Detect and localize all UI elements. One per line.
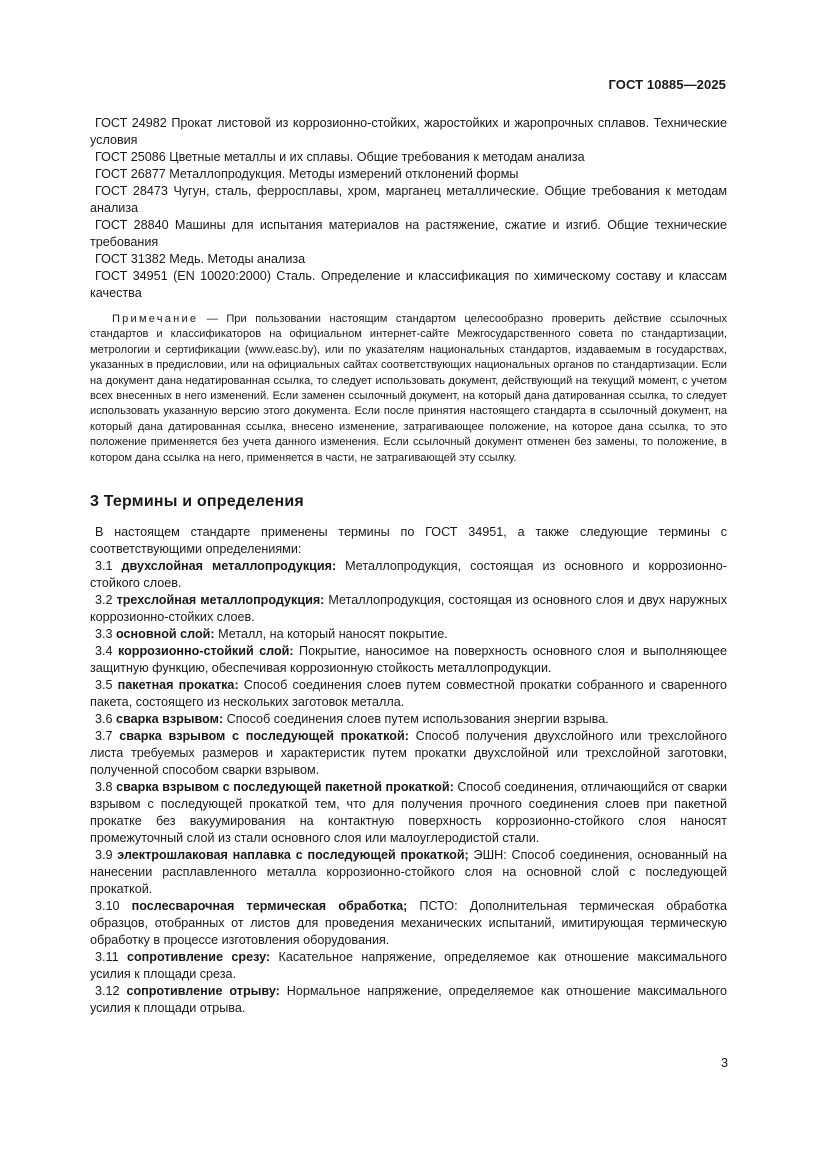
term-item	[90, 626, 727, 643]
term-number: 3.6	[95, 712, 113, 727]
term-number: 3.2	[95, 593, 113, 608]
note-block	[90, 312, 727, 466]
term-name: сварка взрывом:	[116, 712, 224, 727]
term-item	[90, 983, 727, 1017]
term-definition: ЭШН: Способ соединения, основанный на нанесении расплавленного металла коррозионно-стойкого слоя на основной слой с последующей прокаткой.	[90, 848, 727, 897]
term-item	[90, 847, 727, 898]
document-code-header: ГОСТ 10885—2025	[608, 77, 726, 92]
term-number: 3.5	[95, 678, 113, 693]
term-item	[90, 728, 727, 779]
term-number: 3.7	[95, 729, 113, 744]
reference-item: ГОСТ 28473 Чугун, сталь, ферросплавы, хром, марганец металлические. Общие требования к методам анализа	[90, 184, 727, 215]
reference-item: ГОСТ 34951 (EN 10020:2000) Сталь. Определение и классификация по химическому составу и классам качества	[90, 269, 727, 300]
term-item	[90, 898, 727, 949]
term-definition: ПСТО: Дополнительная термическая обработка образцов, отобранных от листов для проведения механических испытаний, имитирующая термическую обработку в процессе изготовления оборудования.	[90, 899, 727, 948]
note-text: — При пользовании настоящим стандартом целесообразно проверить действие ссылочных стандартов и классификаторов на официальном интернет-сайте Межгосударственного совета по стандартизации, метрологии и сертификации (www.easc.by), или по указателям национальных стандартов, издаваемым в государствах, указанных в предисловии, или на официальных сайтах соответствующих национальных органов по стандартизации. Если на документ дана недатированная ссылка, то следует использовать документ, действующий на текущий момент, с учетом всех внесенных в него изменений. Если заменен ссылочный документ, на который дана датированная ссылка, то следует использовать указанную версию этого документа. Если после принятия настоящего стандарта в ссылочный документ, на который дана датированная ссылка, внесено изменение, затрагивающее положение, на которое дана ссылка, то это положение применяется без учета данного изменения. Если ссылочный документ отменен без замены, то положение, в котором дана ссылка на него, применяется в части, не затрагивающей эту ссылку.	[90, 313, 727, 464]
term-number: 3.1	[95, 559, 113, 574]
term-definition: Металлопродукция, состоящая из основного и коррозионно-стойкого слоев.	[90, 559, 727, 591]
term-definition: Касательное напряжение, определяемое как отношение максимального усилия к площади среза.	[90, 950, 728, 982]
term-definition: Металлопродукция, состоящая из основного слоя и двух наружных коррозионно-стойких слоев.	[90, 593, 728, 625]
reference-item: ГОСТ 26877 Металлопродукция. Методы измерений отклонений формы	[95, 167, 519, 181]
normative-references-list	[90, 115, 727, 302]
term-name: коррозионно-стойкий слой:	[117, 644, 294, 659]
term-item	[90, 592, 727, 626]
reference-item: ГОСТ 31382 Медь. Методы анализа	[95, 252, 306, 266]
term-item	[90, 779, 727, 847]
term-name: сварка взрывом с последующей пакетной прокаткой:	[116, 780, 454, 795]
note-paragraph	[90, 312, 727, 466]
term-item	[90, 643, 727, 677]
term-item	[90, 677, 727, 711]
term-number: 3.4	[95, 644, 113, 659]
page-body	[90, 115, 727, 1017]
term-name: послесварочная термическая обработка;	[131, 899, 408, 914]
term-definition: Способ соединения, отличающийся от сварки взрывом с последующей прокаткой тем, что для получения прочного соединения слоев при пакетной прокатке без вакуумирования на контактную поверхность коррозионно-стойкого слоя наносят промежуточный слой из стали основного слоя или малоуглеродистой стали.	[90, 780, 727, 846]
term-item	[90, 558, 727, 592]
page-number: 3	[720, 1056, 728, 1070]
reference-item: ГОСТ 24982 Прокат листовой из коррозионно-стойких, жаростойких и жаропрочных сплавов. Технические условия	[90, 116, 727, 147]
reference-item: ГОСТ 25086 Цветные металлы и их сплавы. Общие требования к методам анализа	[95, 150, 585, 164]
term-number: 3.9	[95, 848, 113, 863]
term-definition: Способ соединения слоев путем совместной прокатки собранного и сваренного пакета, состоящего из нескольких заготовок металла.	[90, 678, 727, 710]
term-definition: Способ соединения слоев путем использования энергии взрыва.	[223, 712, 609, 727]
term-definition: Покрытие, наносимое на поверхность основного слоя и выполняющее защитную функцию, обеспечивая коррозионную стойкость металлопродукции.	[90, 644, 727, 676]
term-number: 3.10	[95, 899, 120, 914]
section-title: 3 Термины и определения	[90, 493, 304, 511]
term-name: сопротивление отрыву:	[126, 984, 280, 999]
term-number: 3.8	[95, 780, 113, 795]
term-number: 3.12	[95, 984, 120, 999]
section-intro: В настоящем стандарте применены термины по ГОСТ 34951, а также следующие термины с соответствующими определениями:	[90, 525, 727, 557]
term-name: сварка взрывом с последующей прокаткой:	[119, 729, 409, 744]
terms-list	[90, 524, 727, 1017]
term-name: основной слой:	[116, 627, 215, 642]
term-name: электрошлаковая наплавка с последующей прокаткой;	[117, 848, 469, 863]
term-name: трехслойная металлопродукция:	[116, 593, 325, 608]
term-definition: Металл, на который наносят покрытие.	[214, 627, 448, 642]
reference-item: ГОСТ 28840 Машины для испытания материалов на растяжение, сжатие и изгиб. Общие технические требования	[90, 218, 727, 249]
term-item	[90, 711, 727, 728]
term-name: сопротивление срезу:	[126, 950, 271, 965]
term-definition: Нормальное напряжение, определяемое как отношение максимального усилия к площади отрыва.	[90, 984, 728, 1016]
term-name: пакетная прокатка:	[117, 678, 239, 693]
term-name: двухслойная металлопродукция:	[121, 559, 337, 574]
note-label: Примечание	[112, 313, 199, 325]
term-definition: Способ получения двухслойного или трехслойного листа требуемых размеров и характеристик путем прокатки двухслойной или трехслойной заготовки, полученной способом сварки взрывом.	[90, 729, 727, 778]
term-item	[90, 949, 727, 983]
term-number: 3.3	[95, 627, 113, 642]
term-number: 3.11	[95, 950, 119, 965]
